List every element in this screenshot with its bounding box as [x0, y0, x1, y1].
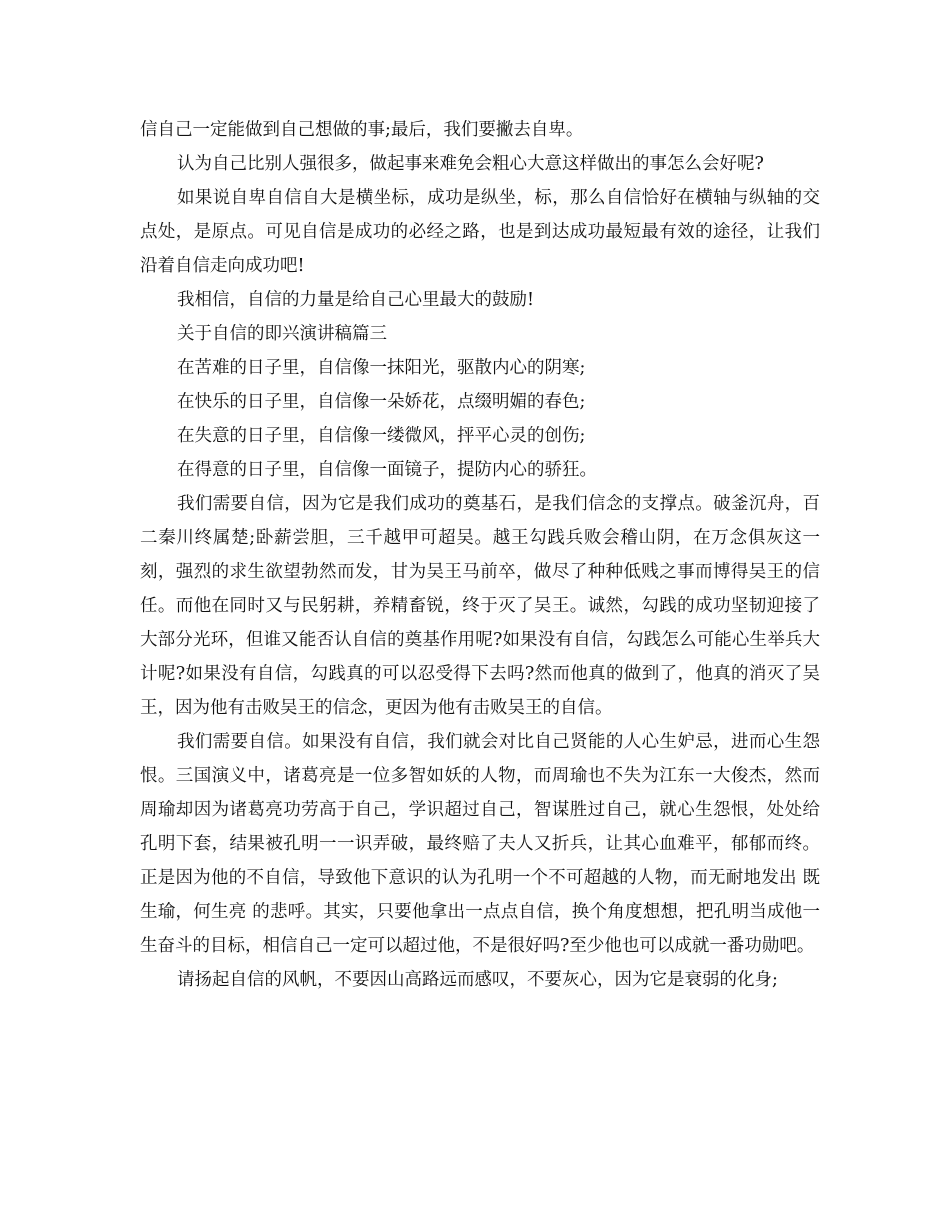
paragraph-9: 在得意的日子里，自信像一面镜子，提防内心的骄狂。: [177, 460, 597, 480]
paragraph-6: 在苦难的日子里，自信像一抹阳光，驱散内心的阴寒;: [177, 358, 586, 378]
paragraph-3: 如果说自卑自信自大是横坐标，成功是纵坐，标，那么自信恰好在横轴与纵轴的交点处，是原点。可见自信是成功的必经之路，也是到达成功最短最有效的途径，让我们沿着自信走向成功吧!: [140, 188, 820, 276]
paragraph-12: 请扬起自信的风帆，不要因山高路远而感叹，不要灰心，因为它是衰弱的化身;: [177, 970, 778, 990]
paragraph-8: 在失意的日子里，自信像一缕微风，抨平心灵的创伤;: [177, 426, 586, 446]
paragraph-11: 我们需要自信。如果没有自信，我们就会对比自己贤能的人心生妒忌，进而心生怨恨。三国演义中，诸葛亮是一位多智如妖的人物，而周瑜也不失为江东一大俊杰，然而周瑜却因为诸葛亮功劳高于自己，学识超过自己，智谋胜过自己，就心生怨恨，处处给孔明下套，结果被孔明一一识弄破，最终赔了夫人又折兵，让其心血难平，郁郁而终。正是因为他的不自信，导致他下意识的认为孔明一个不可超越的人物，而无耐地发出 既生瑜，何生亮 的悲呼。其实，只要他拿出一点点自信，换个角度想想，把孔明当成他一生奋斗的目标，相信自己一定可以超过他，不是很好吗?至少他也可以成就一番功勋吧。: [140, 732, 820, 956]
document-body: [140, 113, 820, 997]
paragraph-7: 在快乐的日子里，自信像一朵娇花，点缀明媚的春色;: [177, 392, 586, 412]
section-heading: 关于自信的即兴演讲稿篇三: [177, 324, 387, 344]
paragraph-1: 信自己一定能做到自己想做的事;最后，我们要撇去自卑。: [140, 120, 584, 140]
paragraph-10: 我们需要自信，因为它是我们成功的奠基石，是我们信念的支撑点。破釜沉舟，百二秦川终属楚;卧薪尝胆，三千越甲可超吴。越王勾践兵败会稽山阴，在万念俱灰这一刻，强烈的求生欲望勃然而发，甘为吴王马前卒，做尽了种种低贱之事而博得吴王的信任。而他在同时又与民躬耕，养精畜锐，终于灭了吴王。诚然，勾践的成功坚韧迎接了大部分光环，但谁又能否认自信的奠基作用呢?如果没有自信，勾践怎么可能心生举兵大计呢?如果没有自信，勾践真的可以忍受得下去吗?然而他真的做到了，他真的消灭了吴王，因为他有击败吴王的信念，更因为他有击败吴王的自信。: [140, 494, 820, 718]
paragraph-2: 认为自己比别人强很多，做起事来难免会粗心大意这样做出的事怎么会好呢?: [177, 154, 764, 174]
paragraph-4: 我相信，自信的力量是给自己心里最大的鼓励!: [177, 290, 535, 310]
